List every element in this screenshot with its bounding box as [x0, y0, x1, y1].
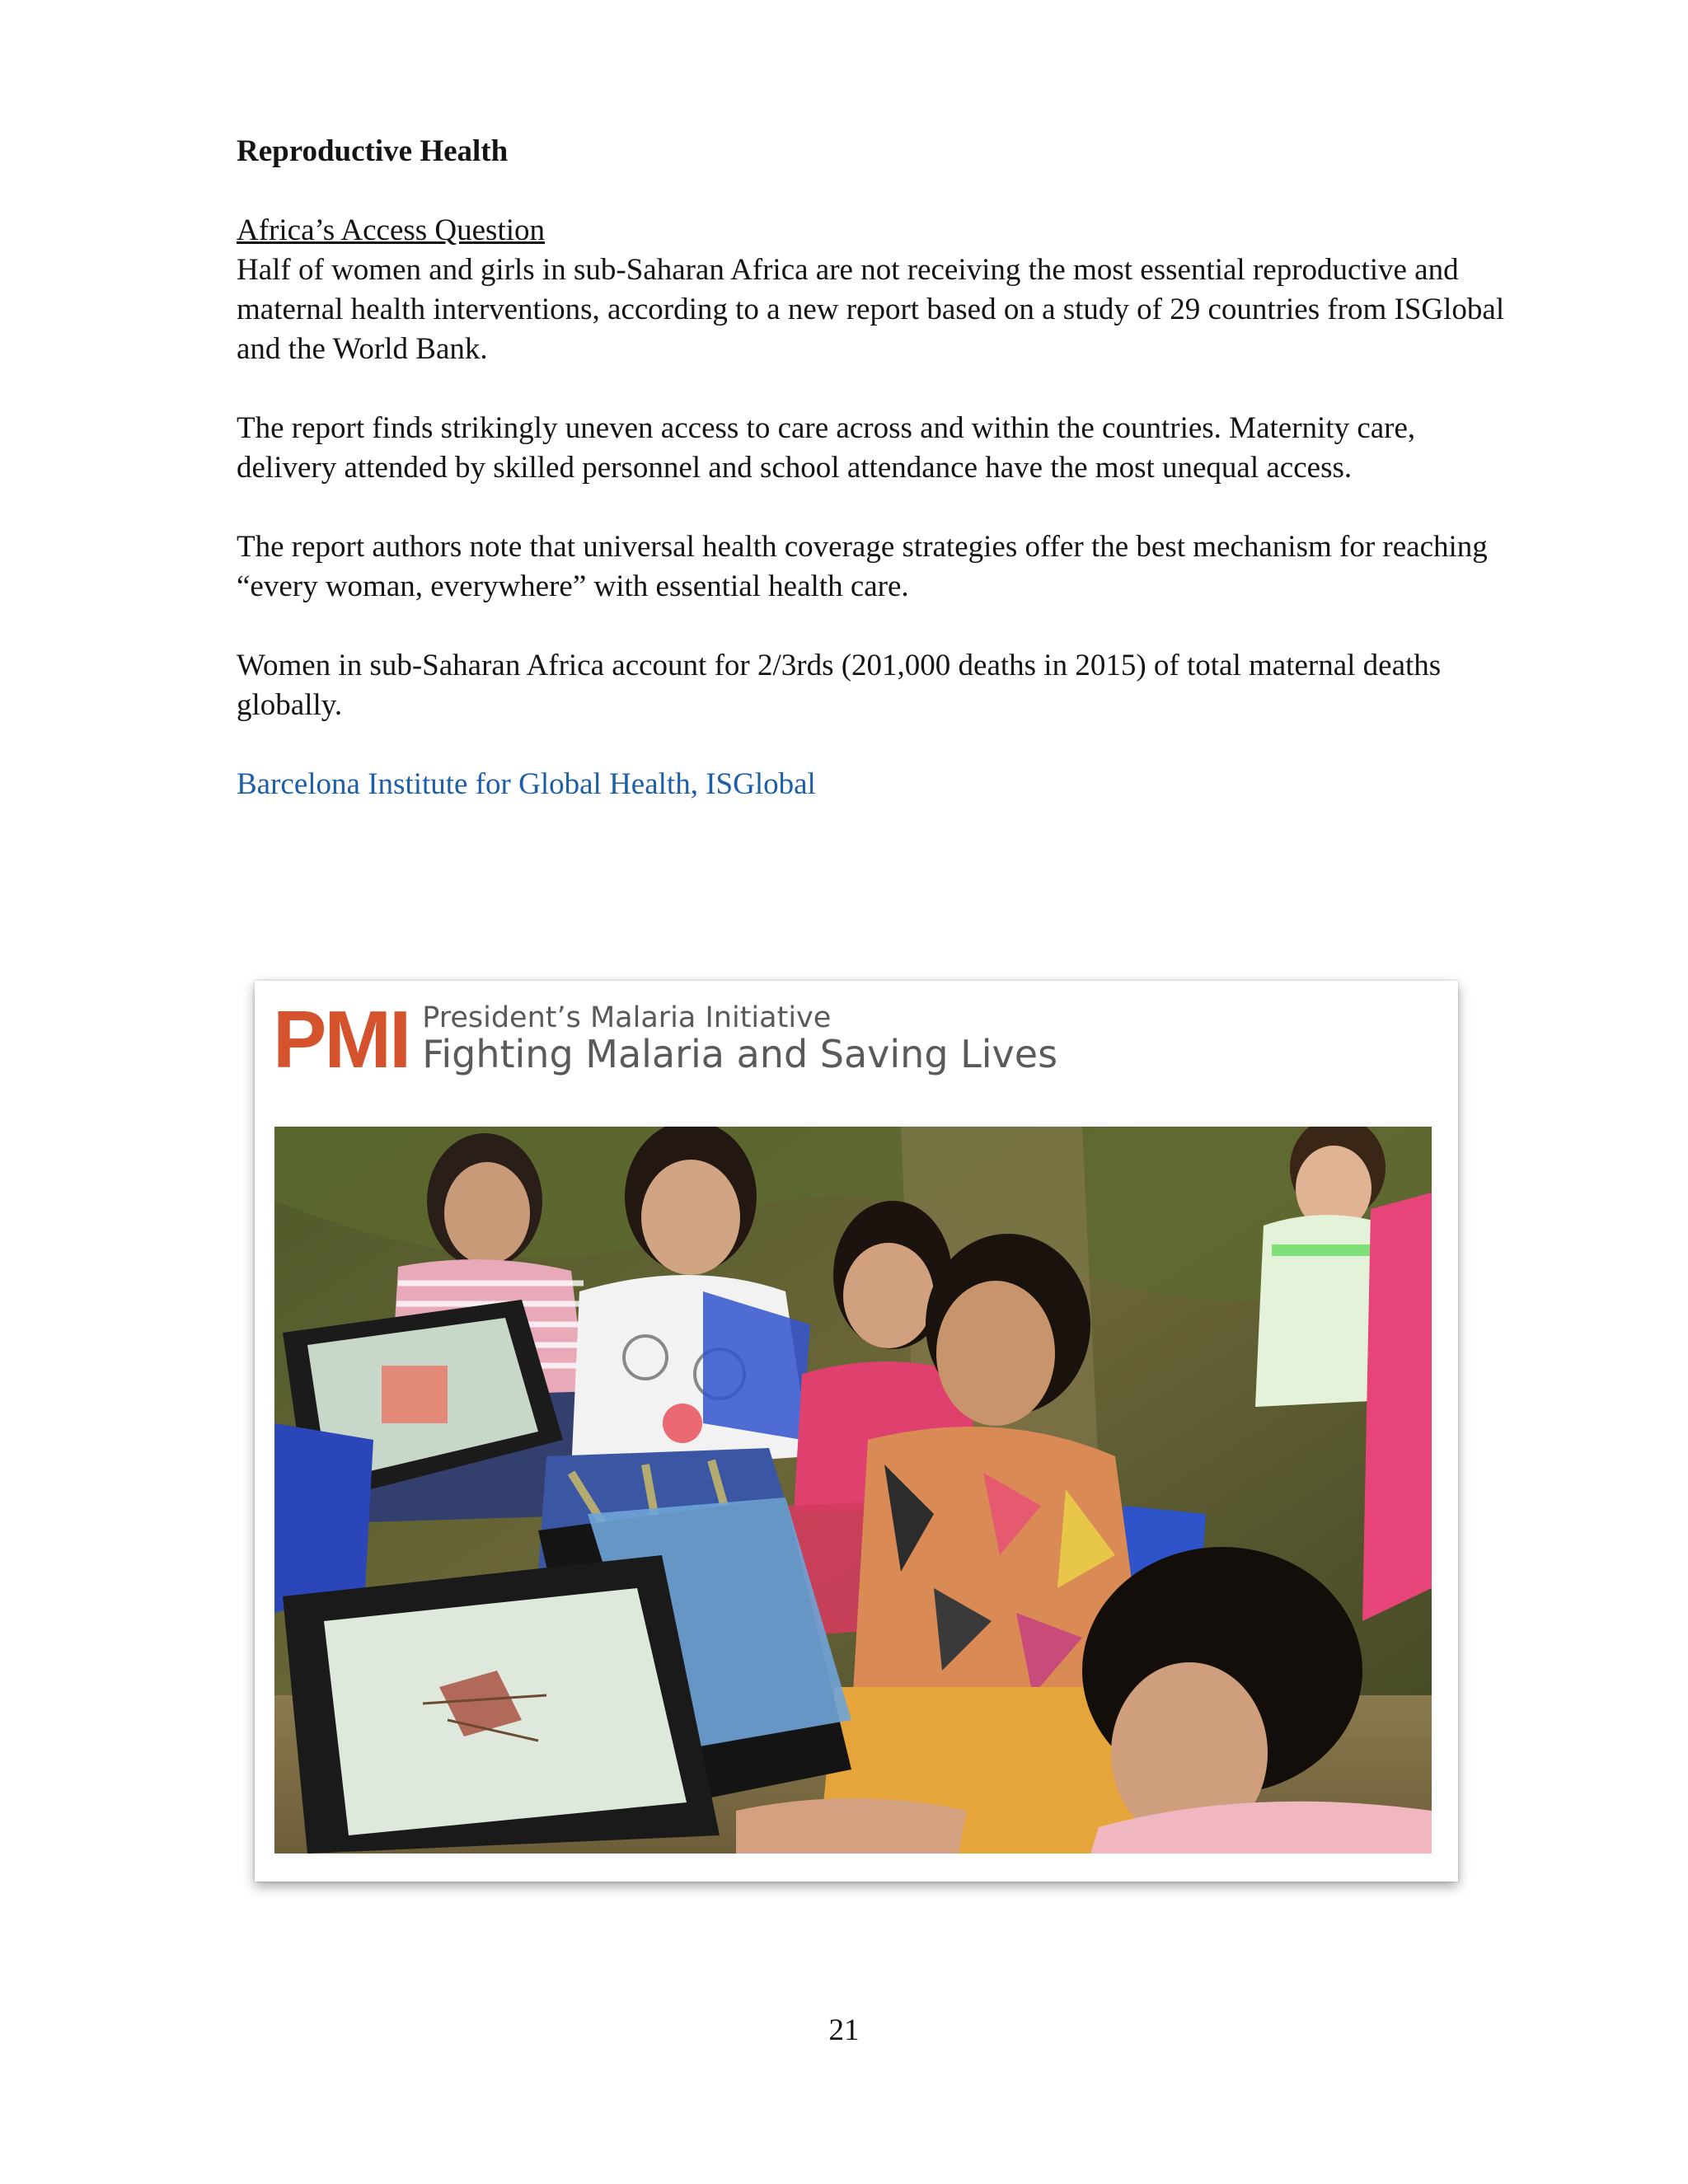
pmi-logo: PMI [273, 994, 410, 1085]
page-number: 21 [828, 2013, 860, 2047]
pmi-figure [255, 981, 1458, 1882]
article-paragraph-3: The report authors note that universal health coverage strategies offer the best mechanism for reaching “every woman, everywhere” with essential health care. [237, 530, 1488, 603]
source-link[interactable]: Barcelona Institute for Global Health, ISGlobal [237, 767, 816, 801]
article-title: Africa’s Access Question [237, 213, 546, 247]
document-body [237, 132, 1522, 804]
article-paragraph-1: Half of women and girls in sub-Saharan Africa are not receiving the most essential reproductive and maternal health interventions, according to a new report based on a study of 29 countries from ISGlobal and the World Bank. [237, 253, 1505, 366]
pmi-initiative-name: President’s Malaria Initiative [422, 1001, 832, 1034]
pmi-slogan: Fighting Malaria and Saving Lives [422, 1032, 1058, 1076]
pmi-banner [273, 994, 1058, 1085]
article-paragraph-2: The report finds strikingly uneven access to care across and within the countries. Maternity care, delivery attended by skilled personnel and school attendance have the most unequal access. [237, 411, 1416, 485]
pmi-tagline [422, 1002, 1057, 1076]
section-heading: Reproductive Health [237, 134, 509, 168]
article-paragraph-4: Women in sub-Saharan Africa account for 2/3rds (201,000 deaths in 2015) of total maternal deaths globally. [237, 649, 1442, 722]
group-education-photo [274, 1127, 1432, 1854]
